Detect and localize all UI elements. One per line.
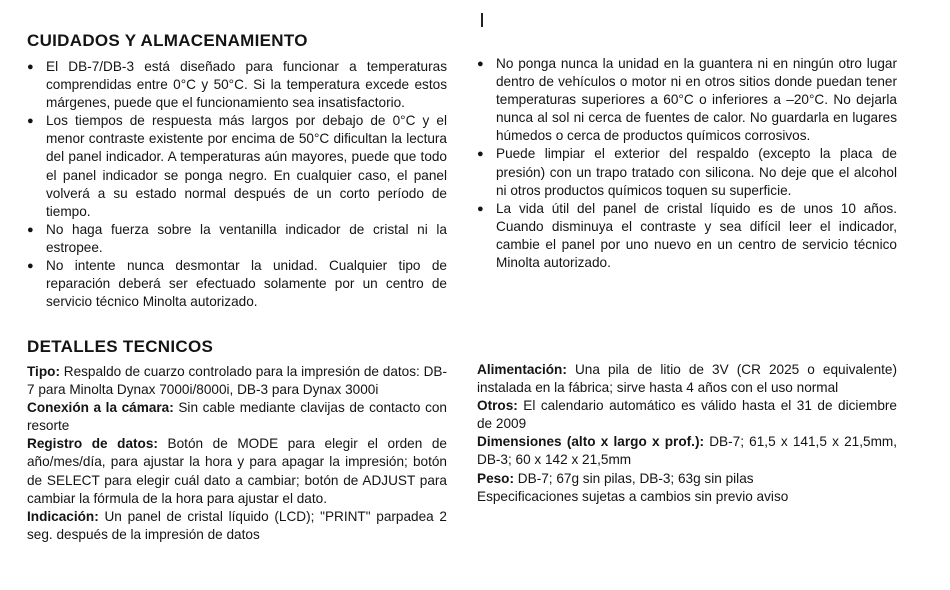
margin-mark: [481, 13, 483, 27]
list-item: ● No haga fuerza sobre la ventanilla indicador de cristal ni la estropee.: [27, 221, 447, 257]
list-item: ● La vida útil del panel de cristal líquido es de unos 10 años. Cuando disminuya el contraste y sea difícil leer el indicador, cambie el panel por uno nuevo en un centro de servicio técnico Minolta autorizado.: [477, 200, 897, 272]
spec-text: Un panel de cristal líquido (LCD); "PRINT" parpadea 2 seg. después de la impresión de datos: [27, 508, 447, 542]
care-list-right: [477, 55, 897, 272]
spec-item-notice: [477, 488, 897, 506]
specs-right: [477, 361, 897, 506]
spec-text: Respaldo de cuarzo controlado para la impresión de datos: DB-7 para Minolta Dynax 7000i/8000i, DB-3 para Dynax 3000i: [27, 364, 447, 398]
specs-heading: DETALLES TECNICOS: [27, 337, 214, 356]
spec-item-other: [477, 397, 897, 433]
spec-label: Indicación:: [27, 508, 99, 524]
list-item: ● El DB-7/DB-3 está diseñado para funcionar a temperaturas comprendidas entre 0°C y 50°C. Si la temperatura excede estos márgenes, puede que el funcionamiento sea insatisfactorio.: [27, 58, 447, 112]
list-item: ● No intente nunca desmontar la unidad. Cualquier tipo de reparación deberá ser efectuado solamente por un centro de servicio técnico Minolta autorizado.: [27, 257, 447, 311]
care-list-left: [27, 58, 447, 311]
list-item: ● No ponga nunca la unidad en la guantera ni en ningún otro lugar dentro de vehículos o motor ni en otros sitios donde puedan tener temperaturas superiores a 60°C o inferiores a –20°C. No dejarla nunca al sol ni cerca de fuentes de calor. No guardarla en lugares húmedos o cerca de productos químicos corrosivos.: [477, 55, 897, 145]
spec-text: Botón de MODE para elegir el orden de año/mes/día, para ajustar la hora y para apagar la impresión; botón de SELECT para elegir cuál dato a cambiar; botón de ADJUST para cambiar la fórmula de la hora para ajustar el dato.: [27, 436, 447, 506]
spec-item-power: [477, 361, 897, 397]
care-heading: CUIDADOS Y ALMACENAMIENTO: [27, 31, 308, 50]
spec-item-type: [27, 363, 447, 399]
spec-text: El calendario automático es válido hasta el 31 de diciembre de 2009: [477, 398, 897, 432]
list-item: ● Los tiempos de respuesta más largos por debajo de 0°C y el menor contraste existente por encima de 50°C dificultan la lectura del panel indicador. A temperaturas aún mayores, puede que todo el panel indicador se ponga negro. En cualquier caso, el panel volverá a su estado normal después de un corto período de tiempo.: [27, 112, 447, 221]
spec-text: DB-7; 61,5 x 141,5 x 21,5mm, DB-3; 60 x 142 x 21,5mm: [477, 434, 898, 468]
spec-text: Especificaciones sujetas a cambios sin previo aviso: [477, 488, 789, 504]
spec-text: Una pila de litio de 3V (CR 2025 o equivalente) instalada en la fábrica; sirve hasta 4 años con el uso normal: [477, 362, 897, 396]
spec-item-data-recording: [27, 435, 447, 507]
spec-label: Otros:: [477, 398, 518, 414]
spec-label: Dimensiones (alto x largo x prof.):: [477, 434, 704, 450]
spec-label: Conexión a la cámara:: [27, 400, 174, 416]
spec-label: Alimentación:: [477, 362, 567, 377]
spec-label: Registro de datos:: [27, 436, 158, 452]
list-item: ● Puede limpiar el exterior del respaldo (excepto la placa de presión) con un trapo tratado con silicona. No deje que el alcohol ni otros productos químicos toquen su superficie.: [477, 145, 897, 199]
spec-text: DB-7; 67g sin pilas, DB-3; 63g sin pilas: [514, 470, 754, 486]
specs-left: [27, 363, 447, 544]
spec-item-dimensions: [477, 433, 897, 469]
spec-item-display: [27, 508, 447, 544]
spec-item-connection: [27, 399, 447, 435]
spec-label: Tipo:: [27, 364, 60, 379]
spec-text: Sin cable mediante clavijas de contacto con resorte: [27, 400, 447, 434]
spec-label: Peso:: [477, 470, 515, 486]
spec-item-weight: [477, 470, 897, 488]
